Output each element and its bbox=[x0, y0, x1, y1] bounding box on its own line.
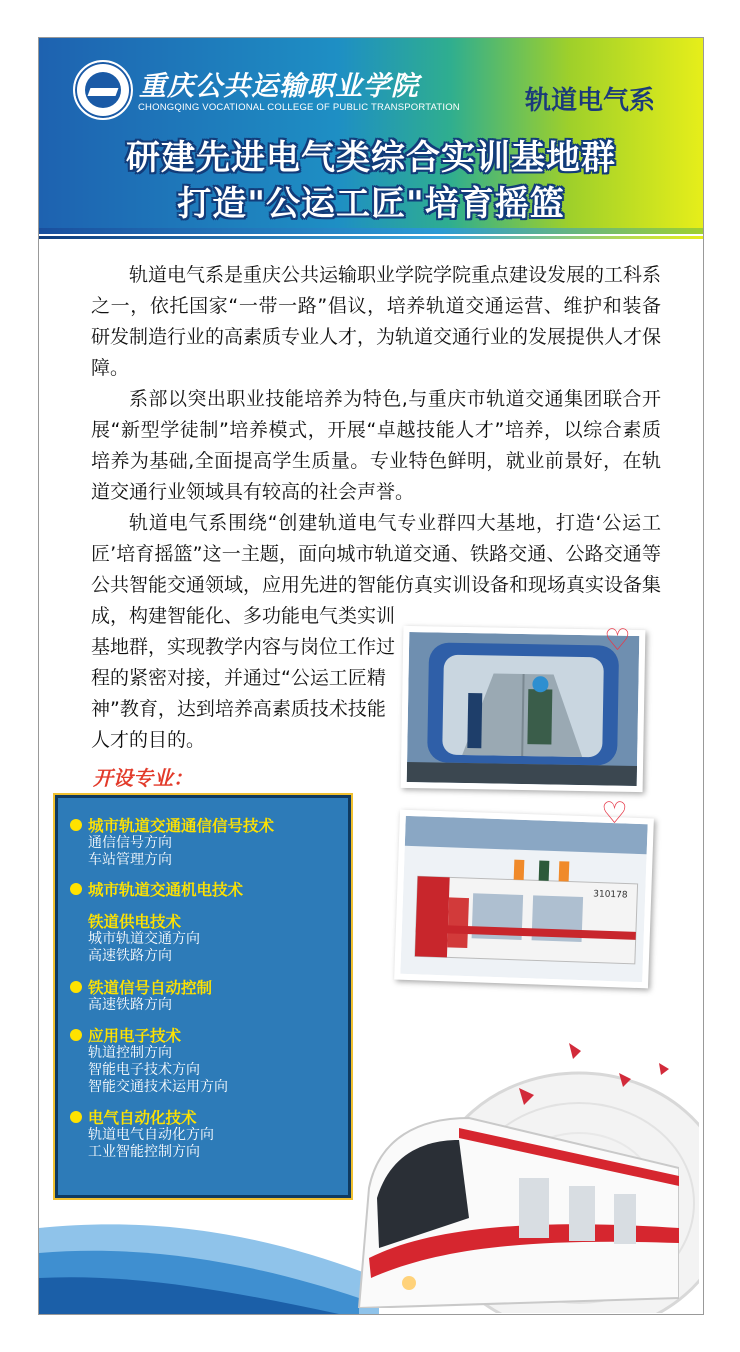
intro-paragraph-3-cont: 基地群，实现教学内容与岗位工作过程的紧密对接，并通过“公运工匠精神”教育，达到培养高素质技术技能人才的目的。 bbox=[91, 636, 396, 751]
bullet-icon bbox=[70, 1029, 82, 1041]
bullet-icon bbox=[70, 819, 82, 831]
major-item bbox=[88, 1026, 228, 1096]
intro-paragraph-1: 轨道电气系是重庆公共运输职业学院学院重点建设发展的工科系之一，依托国家“一带一路”倡议，培养轨道交通运营、维护和装备研发制造行业的高素质专业人才，为轨道交通行业的发展提供人才保障。 bbox=[91, 264, 662, 379]
major-direction: 高速铁路方向 bbox=[88, 948, 172, 964]
school-logo bbox=[73, 60, 133, 120]
major-direction: 高速铁路方向 bbox=[88, 997, 172, 1013]
majors-panel bbox=[55, 795, 351, 1198]
poster-title-line1: 研建先进电气类综合实训基地群 bbox=[126, 138, 616, 178]
major-item bbox=[88, 912, 200, 965]
bullet-icon bbox=[70, 1111, 82, 1123]
major-name: 城市轨道交通机电技术 bbox=[88, 880, 244, 899]
train-decoration bbox=[349, 1098, 679, 1308]
major-direction: 通信信号方向 bbox=[88, 835, 172, 851]
header-divider bbox=[39, 228, 703, 234]
car-number-label: 310178 bbox=[593, 889, 628, 901]
major-direction: 轨道电气自动化方向 bbox=[88, 1127, 214, 1143]
major-item bbox=[88, 880, 243, 899]
header-divider-thin bbox=[39, 236, 703, 239]
major-name: 铁道供电技术 bbox=[88, 912, 182, 931]
major-direction: 城市轨道交通方向 bbox=[88, 931, 200, 947]
poster bbox=[38, 37, 704, 1315]
school-name-cn: 重庆公共运输职业学院 bbox=[139, 71, 419, 102]
photo-training-car bbox=[394, 810, 654, 989]
major-direction: 智能交通技术运用方向 bbox=[88, 1079, 228, 1095]
major-name: 应用电子技术 bbox=[88, 1026, 182, 1045]
bullet-icon bbox=[70, 981, 82, 993]
bullet-icon bbox=[70, 883, 82, 895]
heart-icon: ♡ bbox=[604, 623, 631, 658]
major-item bbox=[88, 978, 212, 1014]
poster-title-line2: 打造"公运工匠"培育摇篮 bbox=[177, 184, 565, 224]
major-direction: 智能电子技术方向 bbox=[88, 1062, 200, 1078]
intro-paragraph-3: 轨道电气系围绕“创建轨道电气专业群四大基地，打造‘公运工匠’培育摇篮”这一主题，面向城市轨道交通、铁路交通、公路交通等公共智能交通领域，应用先进的智能仿真实训设备和现场真实设备集成，构建智能化、多功能电气类实训 bbox=[91, 512, 662, 627]
major-item bbox=[88, 1108, 214, 1161]
major-name: 铁道信号自动控制 bbox=[88, 978, 213, 997]
major-name: 城市轨道交通通信信号技术 bbox=[88, 816, 275, 835]
major-direction: 车站管理方向 bbox=[88, 852, 172, 868]
major-name: 电气自动化技术 bbox=[88, 1108, 197, 1127]
header-banner bbox=[39, 38, 703, 228]
major-direction: 工业智能控制方向 bbox=[88, 1144, 200, 1160]
school-name-en: CHONGQING VOCATIONAL COLLEGE OF PUBLIC TRANSPORTATION bbox=[138, 102, 460, 113]
major-item bbox=[88, 816, 274, 869]
majors-heading: 开设专业： bbox=[93, 766, 193, 790]
department-name: 轨道电气系 bbox=[524, 86, 655, 116]
heart-icon-2: ♡ bbox=[601, 796, 628, 831]
major-direction: 轨道控制方向 bbox=[88, 1045, 172, 1061]
intro-paragraph-2: 系部以突出职业技能培养为特色,与重庆市轨道交通集团联合开展“新型学徒制”培养模式，开展“卓越技能人才”培养，以综合素质培养为基础,全面提高学生质量。专业特色鲜明，就业前景好，在轨道交通行业领域具有较高的社会声誉。 bbox=[91, 388, 661, 503]
